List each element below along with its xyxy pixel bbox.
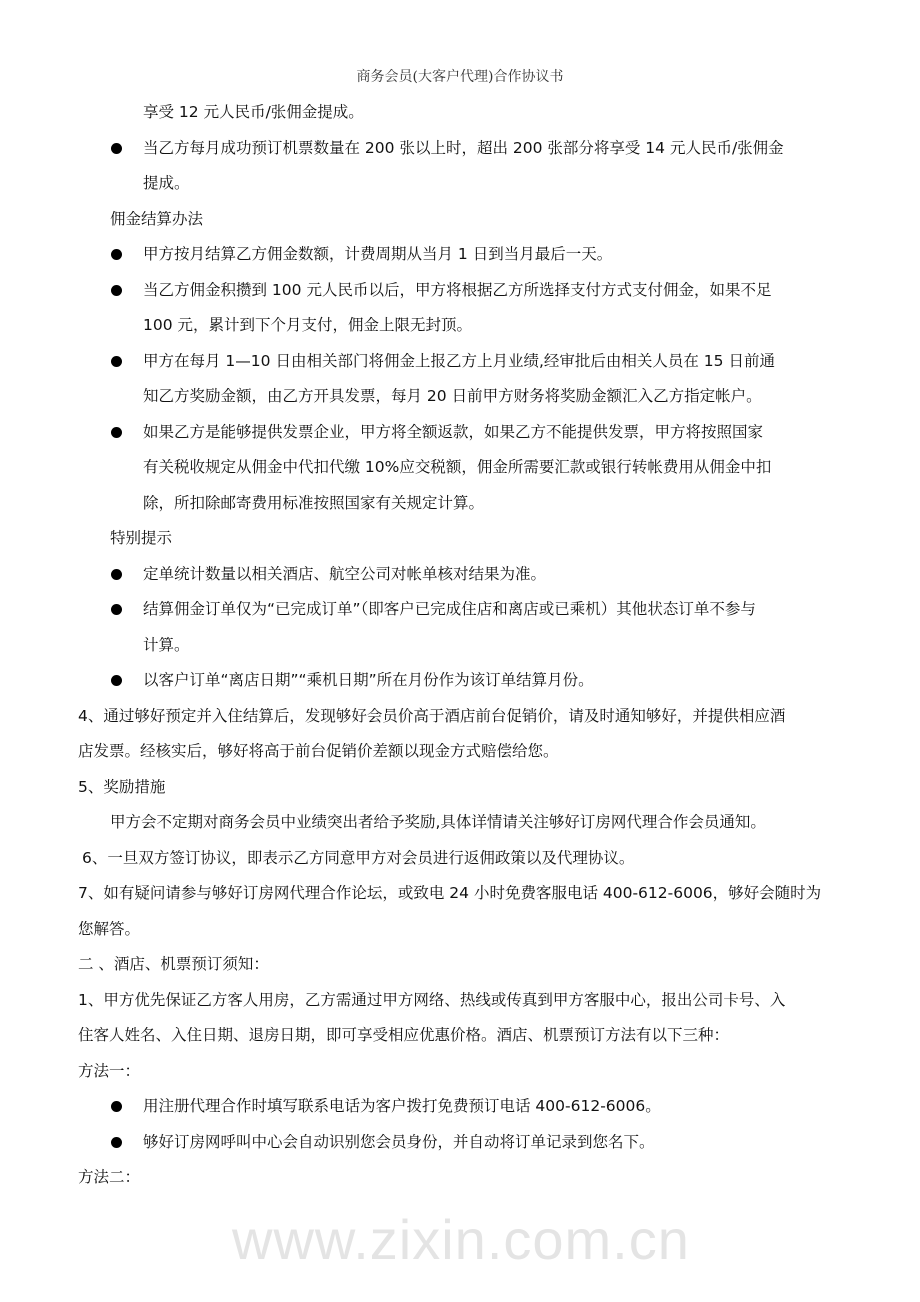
line-text: 提成。 — [143, 174, 190, 192]
line-text: 4、通过够好预定并入住结算后，发现够好会员价高于酒店前台促销价，请及时通知够好，并提供相应酒 — [78, 706, 786, 725]
bullet-icon — [111, 1137, 122, 1148]
text-line — [143, 634, 190, 656]
text-line — [78, 918, 140, 940]
line-text: 甲方在每月 1—10 日由相关部门将佣金上报乙方上月业绩,经审批后由相关人员在 15 日前通 — [143, 351, 775, 370]
bullet-icon — [111, 143, 122, 154]
bullet-item — [143, 669, 594, 691]
line-text: 甲方会不定期对商务会员中业绩突出者给予奖励,具体详情请关注够好订房网代理合作会员通知。 — [110, 813, 766, 831]
text-line — [143, 456, 771, 478]
text-line — [78, 740, 559, 762]
line-text: 当乙方佣金积攒到 100 元人民币以后，甲方将根据乙方所选择支付方式支付佣金，如果不足 — [143, 280, 772, 299]
bullet-item — [143, 279, 771, 301]
line-text: 店发票。经核实后，够好将高于前台促销价差额以现金方式赔偿给您。 — [78, 742, 559, 760]
line-text: 甲方按月结算乙方佣金数额，计费周期从当月 1 日到当月最后一天。 — [143, 245, 613, 263]
bullet-icon — [111, 1101, 122, 1112]
bullet-icon — [111, 249, 122, 260]
line-text: 1、甲方优先保证乙方客人用房，乙方需通过甲方网络、热线或传真到甲方客服中心，报出公司卡号、入 — [78, 990, 786, 1009]
bullet-item — [143, 1131, 655, 1153]
bullet-icon — [111, 675, 122, 686]
text-line — [110, 811, 766, 833]
page-header-title: 商务会员(大客户代理)合作协议书 — [356, 69, 564, 85]
text-line — [78, 989, 785, 1011]
line-text: 您解答。 — [78, 919, 141, 938]
line-text: 佣金结算办法 — [110, 209, 204, 228]
line-text: 知乙方奖励金额，由乙方开具发票，每月 20 日前甲方财务将奖励金额汇入乙方指定帐户。 — [143, 387, 762, 405]
line-text: 够好订房网呼叫中心会自动识别您会员身份，并自动将订单记录到您名下。 — [143, 1132, 655, 1151]
line-text: 5、奖励措施 — [78, 777, 166, 796]
bullet-item — [143, 563, 546, 585]
line-text: 6、一旦双方签订协议，即表示乙方同意甲方对会员进行返佣政策以及代理协议。 — [82, 848, 635, 867]
line-text: 用注册代理合作时填写联系电话为客户拨打免费预订电话 400-612-6006。 — [143, 1097, 661, 1115]
line-text: 如果乙方是能够提供发票企业，甲方将全额返款，如果乙方不能提供发票，甲方将按照国家 — [143, 422, 764, 441]
watermark: www.zixin.com.cn — [232, 1208, 690, 1271]
text-line — [143, 492, 484, 514]
section-label — [110, 208, 203, 230]
line-text: 当乙方每月成功预订机票数量在 200 张以上时，超出 200 张部分将享受 14 元人民币/张佣金 — [143, 138, 784, 157]
text-line — [78, 1166, 140, 1188]
text-line — [78, 1024, 729, 1046]
text-line — [78, 1060, 140, 1082]
section-label — [110, 527, 172, 549]
text-line — [143, 385, 762, 407]
line-text: 定单统计数量以相关酒店、航空公司对帐单核对结果为准。 — [143, 564, 547, 583]
bullet-icon — [111, 604, 122, 615]
bullet-item — [143, 421, 763, 443]
line-text: 7、如有疑问请参与够好订房网代理合作论坛，或致电 24 小时免费客服电话 400-612-6006，够好会随时为 — [78, 884, 822, 902]
line-text: 特别提示 — [110, 529, 173, 547]
line-text: 有关税收规定从佣金中代扣代缴 10%应交税额，佣金所需要汇款或银行转帐费用从佣金中扣 — [143, 458, 772, 476]
bullet-item — [143, 1095, 661, 1117]
bullet-icon — [111, 356, 122, 367]
line-text: 二 、酒店、机票预订须知： — [78, 955, 269, 973]
line-text: 以客户订单“离店日期”“乘机日期”所在月份作为该订单结算月份。 — [143, 671, 594, 689]
line-text: 结算佣金订单仅为“已完成订单”（即客户已完成住店和离店或已乘机）其他状态订单不参与 — [143, 600, 756, 618]
bullet-item — [143, 350, 775, 372]
line-text: 除，所扣除邮寄费用标准按照国家有关规定计算。 — [143, 493, 485, 512]
line-text: 100 元，累计到下个月支付，佣金上限无封顶。 — [143, 316, 473, 334]
line-text: 方法二： — [78, 1168, 141, 1186]
bullet-item — [143, 137, 784, 159]
line-text: 享受 12 元人民币/张佣金提成。 — [143, 103, 364, 121]
text-line — [78, 953, 269, 975]
bullet-item — [143, 243, 612, 265]
text-line — [143, 314, 472, 336]
bullet-icon — [111, 427, 122, 438]
line-text: 计算。 — [143, 635, 190, 654]
text-line — [78, 776, 165, 798]
line-text: 方法一： — [78, 1061, 141, 1080]
text-line — [143, 101, 364, 123]
bullet-icon — [111, 285, 122, 296]
line-text: 住客人姓名、入住日期、退房日期，即可享受相应优惠价格。酒店、机票预订方法有以下三种： — [78, 1026, 730, 1044]
bullet-item — [143, 598, 756, 620]
text-line — [143, 172, 190, 194]
text-line — [82, 847, 634, 869]
bullet-icon — [111, 569, 122, 580]
text-line — [78, 705, 785, 727]
text-line — [78, 882, 821, 904]
